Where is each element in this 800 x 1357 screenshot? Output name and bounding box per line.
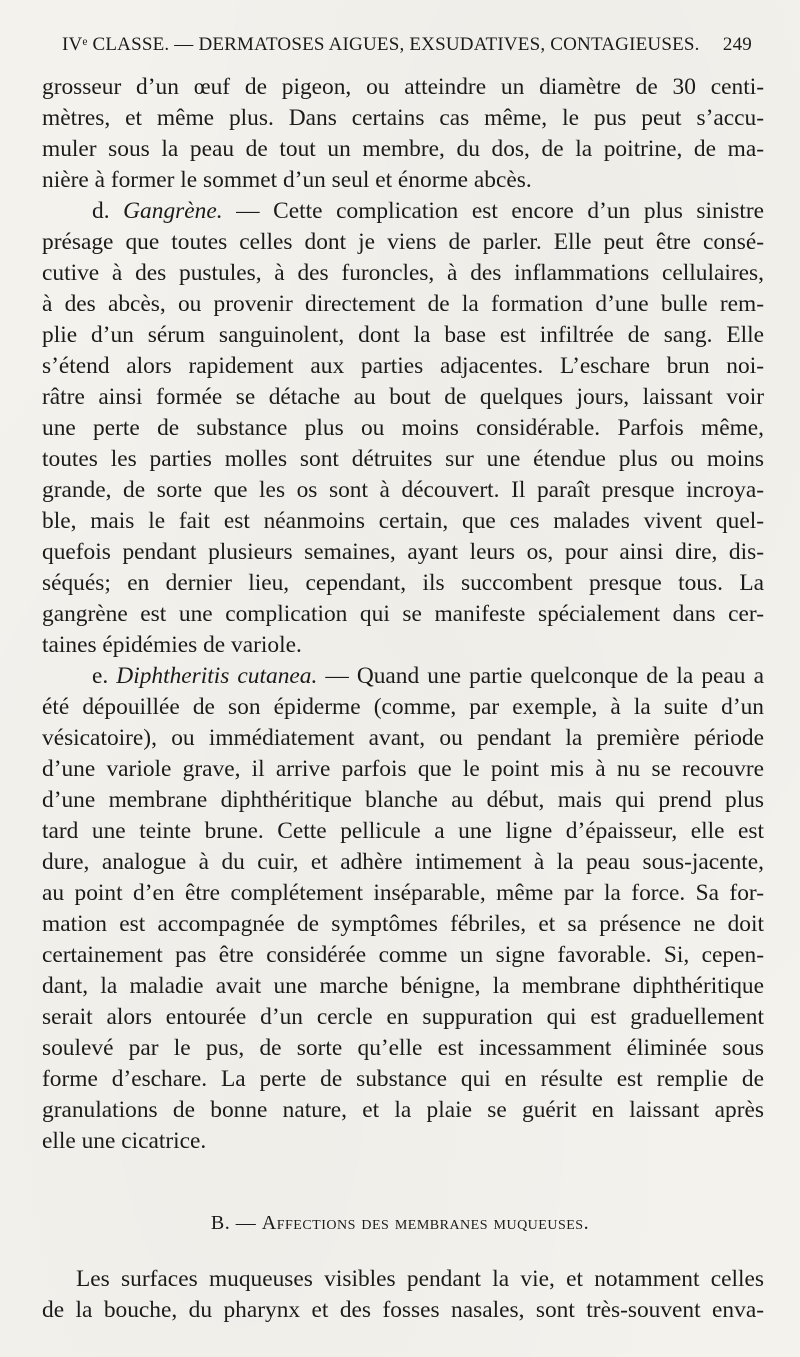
text-line: Les surfaces muqueuses visibles pendant la vie, et notamment celles	[76, 1266, 764, 1292]
text-line: à des abcès, ou provenir directement de la formation d’une bulle rem-	[42, 291, 764, 317]
text-line: été dépouillée de son épiderme (comme, par exemple, à la suite d’un	[42, 694, 764, 720]
text-line: mation est accompagnée de symptômes fébriles, et sa présence ne doit	[42, 911, 764, 937]
text-line: quefois pendant plusieurs semaines, ayant leurs os, pour ainsi dire, dis-	[42, 539, 764, 565]
text-line: muler sous la peau de tout un membre, du dos, de la poitrine, de ma-	[42, 136, 764, 162]
main-text	[42, 72, 764, 1157]
text-line: taines épidémies de variole.	[42, 632, 302, 658]
text-line: grosseur d’un œuf de pigeon, ou atteindre un diamètre de 30 centi-	[42, 74, 764, 100]
text-line: granulations de bonne nature, et la plaie se guérit en laissant après	[42, 1097, 764, 1123]
text-line: soulevé par le pus, de sorte qu’elle est incessamment éliminée sous	[42, 1035, 764, 1061]
paragraph-gangrene-start: d. Gangrène. — Cette complication est encore d’un plus sinistre	[92, 198, 764, 224]
text-line: vésicatoire), ou immédiatement avant, ou pendant la première période	[42, 725, 764, 751]
text-line: d’une variole grave, il arrive parfois que le point mis à nu se recouvre	[42, 756, 764, 782]
item-label: e.	[92, 663, 109, 689]
text-line: mètres, et même plus. Dans certains cas même, le pus peut s’accu-	[42, 105, 764, 131]
text-line: dure, analogue à du cuir, et adhère intimement à la peau sous-jacente,	[42, 849, 764, 875]
text-line: séqués; en dernier lieu, cependant, ils succombent presque tous. La	[42, 570, 764, 596]
paragraph-diphtheritis-start: e. Diphtheritis cutanea. — Quand une partie quelconque de la peau a	[92, 663, 764, 689]
text-line: s’étend alors rapidement aux parties adjacentes. L’eschare brun noi-	[42, 353, 764, 379]
text-line: gangrène est une complication qui se manifeste spécialement dans cer-	[42, 601, 764, 627]
text-line: tard une teinte brune. Cette pellicule a une ligne d’épaisseur, elle est	[42, 818, 764, 844]
text-line: nière à former le sommet d’un seul et énorme abcès.	[42, 167, 532, 193]
running-head	[62, 34, 752, 56]
running-title: IVᵉ CLASSE. — DERMATOSES AIGUES, EXSUDATIVES, CONTAGIEUSES.	[62, 34, 700, 55]
text-line: présage que toutes celles dont je viens de parler. Elle peut être consé-	[42, 229, 764, 255]
text-line: certainement pas être considérée comme un signe favorable. Si, cepen-	[42, 942, 764, 968]
text-line: cutive à des pustules, à des furoncles, à des inflammations cellulaires,	[42, 260, 764, 286]
text-line: de la bouche, du pharynx et des fosses nasales, sont très-souvent enva-	[42, 1297, 764, 1323]
section-title: Affections des membranes muqueuses.	[261, 1212, 590, 1234]
section-letter: B. —	[210, 1212, 257, 1234]
text-line: forme d’eschare. La perte de substance qui en résulte est remplie de	[42, 1066, 764, 1092]
text-line: dant, la maladie avait une marche bénigne, la membrane diphthéritique	[42, 973, 764, 999]
item-title: Diphtheritis cutanea.	[116, 663, 318, 689]
text-line: plie d’un sérum sanguinolent, dont la base est infiltrée de sang. Elle	[42, 322, 764, 348]
text-line: toutes les parties molles sont détruites sur une étendue plus ou moins	[42, 446, 764, 472]
text-line: une perte de substance plus ou moins considérable. Parfois même,	[42, 415, 764, 441]
item-title: Gangrène.	[123, 198, 223, 224]
item-label: d.	[92, 198, 110, 224]
text-line: au point d’en être complétement inséparable, même par la force. Sa for-	[42, 880, 764, 906]
page-number: 249	[722, 34, 752, 55]
text-line: elle une cicatrice.	[42, 1128, 207, 1154]
text-line: ble, mais le fait est néanmoins certain, que ces malades vivent quel-	[42, 508, 764, 534]
text-line: grande, de sorte que les os sont à découvert. Il paraît presque incroya-	[42, 477, 764, 503]
next-section-text	[42, 1264, 764, 1326]
text-line: d’une membrane diphthéritique blanche au début, mais qui prend plus	[42, 787, 764, 813]
text-line: râtre ainsi formée se détache au bout de quelques jours, laissant voir	[42, 384, 764, 410]
section-heading	[0, 1212, 800, 1235]
text-line: serait alors entourée d’un cercle en suppuration qui est graduellement	[42, 1004, 764, 1030]
